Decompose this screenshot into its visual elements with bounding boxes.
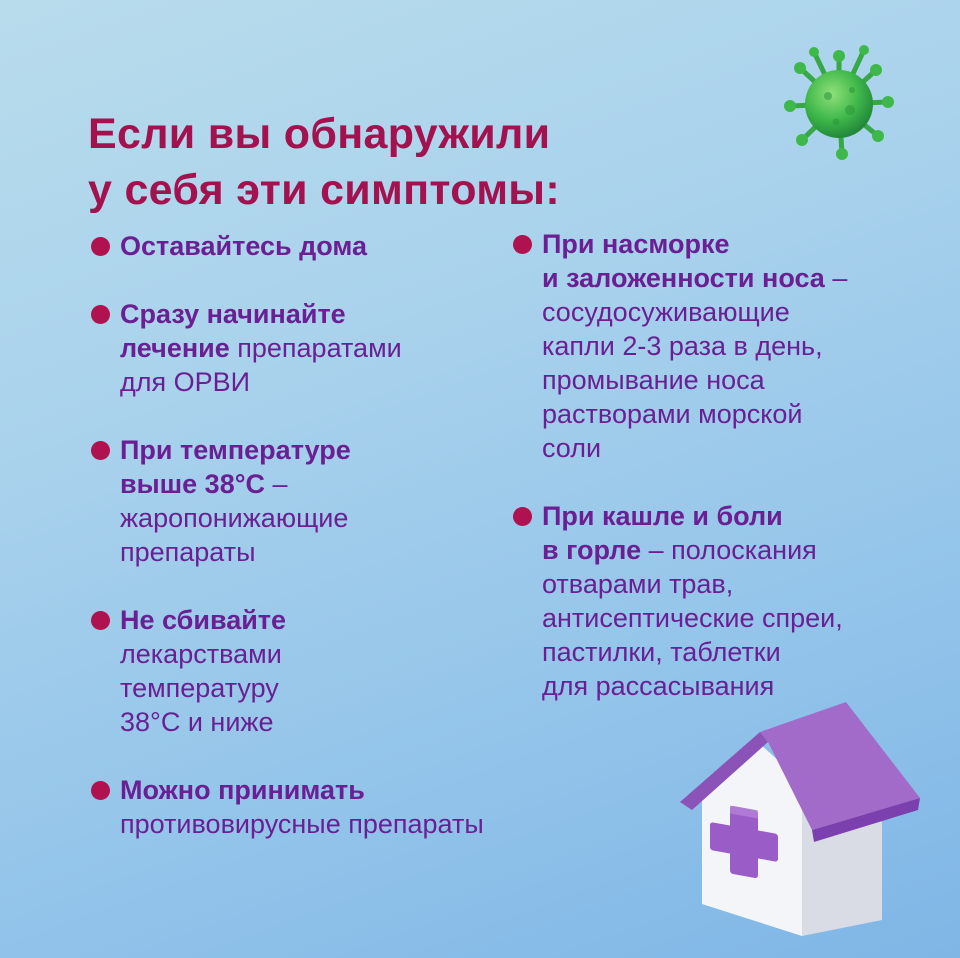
title-line-2: у себя эти симптомы: <box>88 166 560 214</box>
bullet-icon <box>513 235 532 254</box>
bullet-icon <box>91 611 110 630</box>
list-item-antivirals: Можно принимать противовирусные препараты <box>120 773 484 841</box>
bullet-icon <box>91 237 110 256</box>
bullet-icon <box>91 441 110 460</box>
virus-icon <box>780 44 898 164</box>
bullet-icon <box>91 305 110 324</box>
list-item-fever: При температуре выше 38°С – жаропонижающие препараты <box>120 433 351 569</box>
list-item-stay-home: Оставайтесь дома <box>120 229 367 263</box>
list-item-dont-reduce: Не сбивайте лекарствами температуру 38°С и ниже <box>120 603 286 739</box>
list-item-runny-nose: При насморке и заложенности носа – сосудосуживающие капли 2-3 раза в день, промывание носа растворами морской соли <box>542 227 847 465</box>
title-line-1: Если вы обнаружили <box>88 110 551 158</box>
list-item-cough: При кашле и боли в горле – полоскания отварами трав, антисептические спреи, пастилки, таблетки для рассасывания <box>542 499 843 703</box>
list-item-start-treatment: Сразу начинайте лечение препаратами для ОРВИ <box>120 297 402 399</box>
bullet-icon <box>91 781 110 800</box>
page-title <box>88 106 688 218</box>
bullet-icon <box>513 507 532 526</box>
medical-house-icon <box>672 692 932 942</box>
